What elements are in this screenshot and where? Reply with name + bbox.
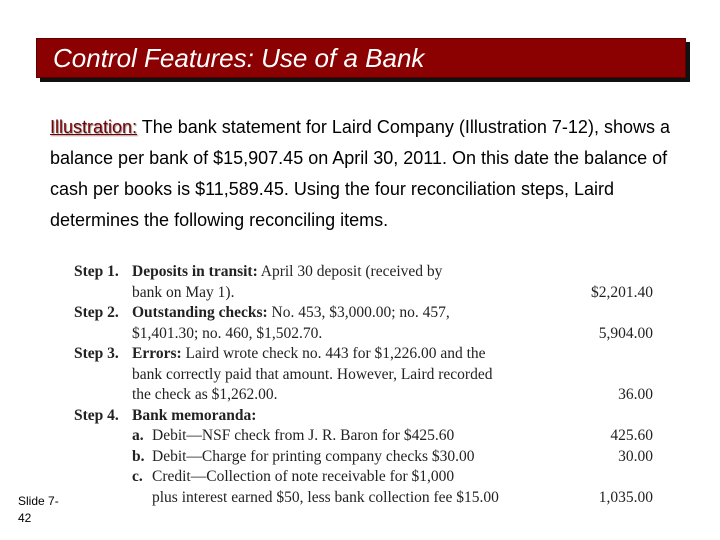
step4-item-c-text: Credit—Collection of note receivable for $1,000 xyxy=(152,468,455,485)
illustration-label: Illustration: xyxy=(50,117,138,137)
step4-item-a-letter: a. xyxy=(132,427,144,444)
step4-heading: Bank memoranda: xyxy=(132,406,257,424)
step3-line1: Laird wrote check no. 443 for $1,226.00 and the xyxy=(181,345,486,362)
step3-label: Step 3. xyxy=(74,345,119,362)
step4-item-a-amount: 425.60 xyxy=(610,427,653,444)
step4-item-c-row2 xyxy=(74,488,660,509)
step3-line2: bank correctly paid that amount. However, Laird recorded xyxy=(132,365,493,383)
step1-row1 xyxy=(74,262,660,283)
slide-number-line2: 42 xyxy=(18,511,32,525)
step3-text xyxy=(132,344,486,365)
step4-item-a xyxy=(74,426,660,447)
step3-heading: Errors: xyxy=(132,345,182,362)
step2-row2 xyxy=(74,324,660,345)
step3-amount: 36.00 xyxy=(618,386,653,403)
step2-row1 xyxy=(74,303,660,324)
step3-row1 xyxy=(74,344,660,365)
step1-text xyxy=(132,262,442,283)
step2-amount: 5,904.00 xyxy=(598,324,653,342)
step1-row2 xyxy=(74,283,660,304)
step1-amount: $2,201.40 xyxy=(591,283,653,301)
step2-label: Step 2. xyxy=(74,304,119,321)
step4-item-a-text: Debit—NSF check from J. R. Baron for $425.60 xyxy=(152,427,455,444)
step4-item-b-letter: b. xyxy=(132,447,145,465)
step4-row1 xyxy=(74,406,660,427)
step2-text xyxy=(132,303,450,324)
step1-heading: Deposits in transit: xyxy=(132,263,258,280)
step3-row2 xyxy=(74,365,660,386)
reconciling-items xyxy=(74,262,660,508)
step1-line2: bank on May 1). xyxy=(132,283,235,301)
illustration-text: The bank statement for Laird Company (Illustration 7-12), shows a balance per bank of $15,907.45 on April 30, 2011. On this date the balance of cash per books is $11,589.45. Using the four reconciliation steps, Laird determines the following reconciling items. xyxy=(50,117,670,230)
step4-item-c xyxy=(74,467,660,488)
illustration-paragraph xyxy=(50,112,700,236)
step3-line3: the check as $1,262.00. xyxy=(132,386,278,403)
slide-title: Control Features: Use of a Bank xyxy=(53,43,425,73)
step1-label: Step 1. xyxy=(74,263,119,280)
step4-item-b-amount: 30.00 xyxy=(618,447,653,465)
step4-item-c-letter: c. xyxy=(132,468,143,485)
slide-number-line1: Slide 7- xyxy=(18,494,59,508)
step4-item-b xyxy=(74,447,660,468)
step2-line1: No. 453, $3,000.00; no. 457, xyxy=(267,304,450,321)
step4-label: Step 4. xyxy=(74,406,119,424)
title-bar xyxy=(36,38,686,78)
step4-item-b-text: Debit—Charge for printing company checks $30.00 xyxy=(152,447,475,465)
step4-item-c-text2: plus interest earned $50, less bank collection fee $15.00 xyxy=(152,488,499,506)
step1-line1: April 30 deposit (received by xyxy=(257,263,443,280)
step3-row3 xyxy=(74,385,660,406)
step2-heading: Outstanding checks: xyxy=(132,304,268,321)
step2-line2: $1,401.30; no. 460, $1,502.70. xyxy=(132,324,323,342)
step4-item-c-amount: 1,035.00 xyxy=(598,488,653,506)
slide-number xyxy=(18,493,59,527)
